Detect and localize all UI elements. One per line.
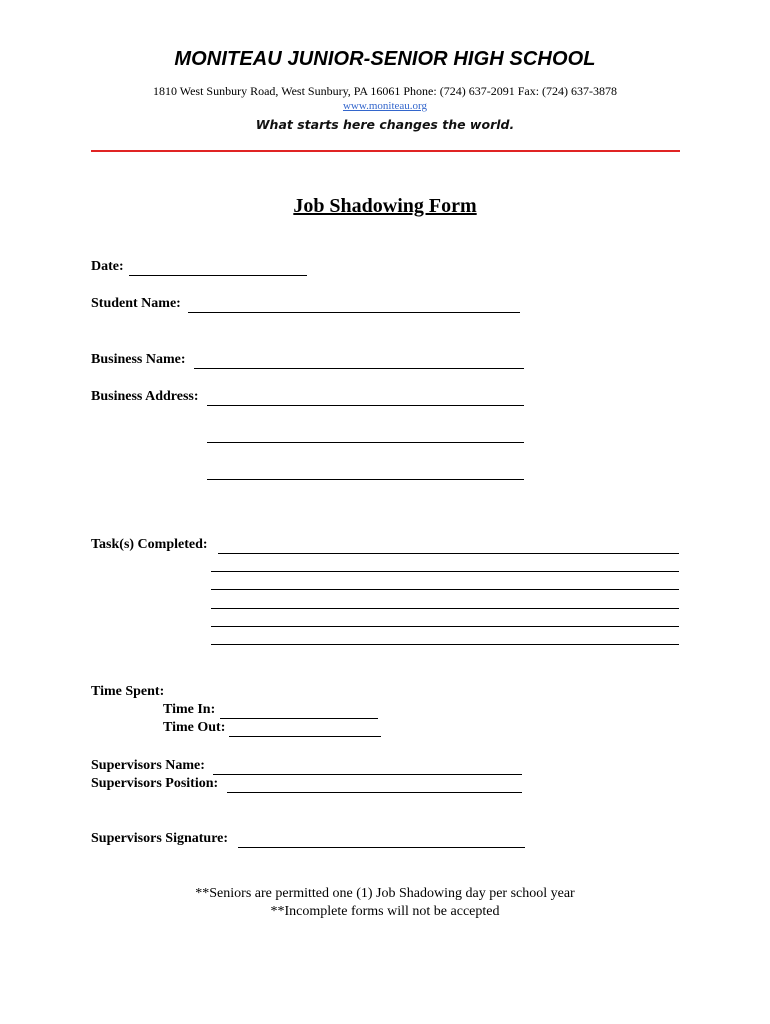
tasks-field-4[interactable]: [211, 608, 679, 609]
supervisor-signature-field[interactable]: [238, 847, 525, 848]
tasks-field-3[interactable]: [211, 589, 679, 590]
tasks-field-1[interactable]: [218, 553, 679, 554]
supervisor-name-field[interactable]: [213, 774, 522, 775]
website-link[interactable]: www.moniteau.org: [342, 100, 427, 112]
tasks-field-5[interactable]: [211, 626, 679, 627]
date-field[interactable]: [129, 275, 307, 276]
supervisor-signature-label: Supervisors Signature:: [91, 831, 229, 846]
tasks-field-2[interactable]: [211, 571, 679, 572]
supervisor-position-field[interactable]: [227, 792, 522, 793]
note-incomplete: **Incomplete forms will not be accepted: [270, 904, 500, 919]
school-motto: What starts here changes the world.: [255, 117, 515, 132]
time-out-field[interactable]: [229, 736, 381, 737]
time-in-label: Time In:: [163, 702, 216, 717]
business-name-label: Business Name:: [91, 352, 186, 367]
time-out-label: Time Out:: [163, 720, 226, 735]
business-address-field-2[interactable]: [207, 442, 524, 443]
time-in-field[interactable]: [220, 718, 378, 719]
school-name: MONITEAU JUNIOR-SENIOR HIGH SCHOOL: [174, 48, 596, 70]
business-address-label: Business Address:: [91, 389, 199, 404]
supervisor-name-label: Supervisors Name:: [91, 758, 205, 773]
business-address-field-1[interactable]: [207, 405, 524, 406]
tasks-label: Task(s) Completed:: [91, 537, 208, 552]
form-title: Job Shadowing Form: [293, 195, 477, 217]
date-label: Date:: [91, 259, 124, 274]
supervisor-position-label: Supervisors Position:: [91, 776, 219, 791]
student-name-field[interactable]: [188, 312, 520, 313]
time-spent-label: Time Spent:: [91, 684, 165, 699]
school-address: 1810 West Sunbury Road, West Sunbury, PA 16061 Phone: (724) 637-2091 Fax: (724) 637-3878: [152, 84, 618, 98]
header-divider: [91, 150, 680, 152]
tasks-field-6[interactable]: [211, 644, 679, 645]
business-name-field[interactable]: [194, 368, 524, 369]
note-seniors: **Seniors are permitted one (1) Job Shadowing day per school year: [195, 886, 575, 901]
school-website: [0, 100, 770, 112]
business-address-field-3[interactable]: [207, 479, 524, 480]
student-name-label: Student Name:: [91, 296, 181, 311]
